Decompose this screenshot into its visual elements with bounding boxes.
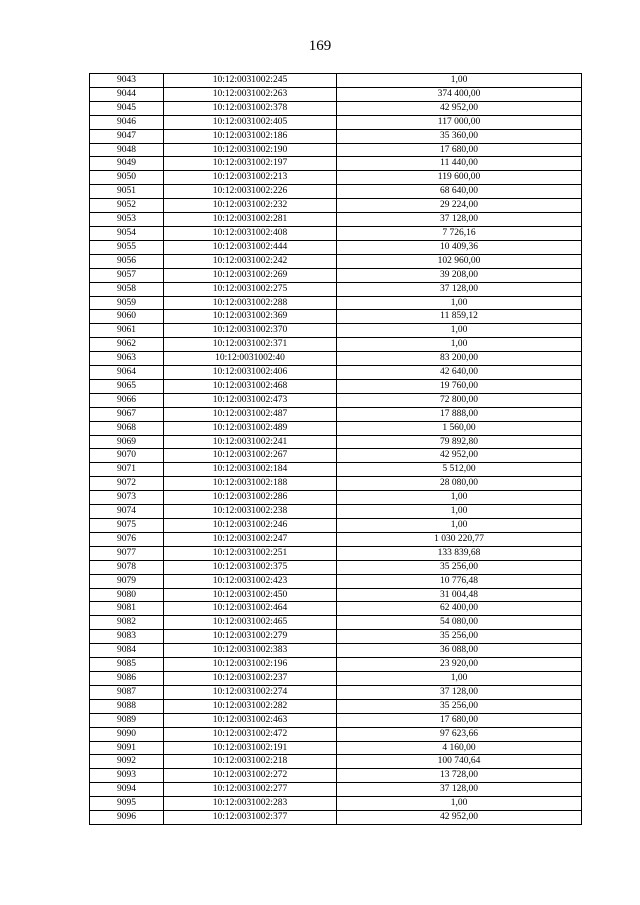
row-number-cell: 9075 — [90, 519, 164, 533]
value-cell: 1,00 — [337, 505, 582, 519]
value-cell: 119 600,00 — [337, 171, 582, 185]
row-number-cell: 9070 — [90, 449, 164, 463]
value-cell: 97 623,66 — [337, 727, 582, 741]
table-row — [90, 671, 582, 685]
table-row — [90, 797, 582, 811]
value-cell: 54 080,00 — [337, 616, 582, 630]
row-number-cell: 9046 — [90, 115, 164, 129]
table-row — [90, 407, 582, 421]
value-cell: 37 128,00 — [337, 282, 582, 296]
table-row — [90, 560, 582, 574]
table-row — [90, 324, 582, 338]
row-number-cell: 9083 — [90, 630, 164, 644]
cadastral-value-table — [89, 73, 582, 825]
row-number-cell: 9080 — [90, 588, 164, 602]
cadastral-number-cell: 10:12:0031002:489 — [164, 421, 337, 435]
page-number: 169 — [308, 38, 332, 54]
value-cell: 19 760,00 — [337, 379, 582, 393]
value-cell: 1,00 — [337, 296, 582, 310]
cadastral-number-cell: 10:12:0031002:213 — [164, 171, 337, 185]
cadastral-number-cell: 10:12:0031002:282 — [164, 699, 337, 713]
table-row — [90, 282, 582, 296]
table-row — [90, 115, 582, 129]
value-cell: 10 776,48 — [337, 574, 582, 588]
row-number-cell: 9055 — [90, 240, 164, 254]
table-row — [90, 505, 582, 519]
value-cell: 374 400,00 — [337, 87, 582, 101]
table-row — [90, 240, 582, 254]
value-cell: 42 952,00 — [337, 811, 582, 825]
cadastral-number-cell: 10:12:0031002:186 — [164, 129, 337, 143]
table-row — [90, 630, 582, 644]
row-number-cell: 9059 — [90, 296, 164, 310]
cadastral-number-cell: 10:12:0031002:191 — [164, 741, 337, 755]
row-number-cell: 9094 — [90, 783, 164, 797]
table-row — [90, 101, 582, 115]
row-number-cell: 9076 — [90, 532, 164, 546]
value-cell: 117 000,00 — [337, 115, 582, 129]
table-row — [90, 811, 582, 825]
cadastral-number-cell: 10:12:0031002:281 — [164, 213, 337, 227]
value-cell: 1 560,00 — [337, 421, 582, 435]
row-number-cell: 9065 — [90, 379, 164, 393]
value-cell: 1,00 — [337, 338, 582, 352]
cadastral-number-cell: 10:12:0031002:237 — [164, 671, 337, 685]
value-cell: 39 208,00 — [337, 268, 582, 282]
value-cell: 17 680,00 — [337, 713, 582, 727]
row-number-cell: 9060 — [90, 310, 164, 324]
value-cell: 102 960,00 — [337, 254, 582, 268]
table-row — [90, 602, 582, 616]
cadastral-number-cell: 10:12:0031002:40 — [164, 352, 337, 366]
value-cell: 83 200,00 — [337, 352, 582, 366]
cadastral-number-cell: 10:12:0031002:487 — [164, 407, 337, 421]
row-number-cell: 9089 — [90, 713, 164, 727]
cadastral-number-cell: 10:12:0031002:226 — [164, 185, 337, 199]
table-row — [90, 352, 582, 366]
row-number-cell: 9081 — [90, 602, 164, 616]
value-cell: 42 952,00 — [337, 449, 582, 463]
cadastral-number-cell: 10:12:0031002:444 — [164, 240, 337, 254]
cadastral-number-cell: 10:12:0031002:274 — [164, 685, 337, 699]
row-number-cell: 9095 — [90, 797, 164, 811]
cadastral-number-cell: 10:12:0031002:406 — [164, 366, 337, 380]
cadastral-number-cell: 10:12:0031002:375 — [164, 560, 337, 574]
table-row — [90, 379, 582, 393]
table-row — [90, 755, 582, 769]
value-cell: 42 640,00 — [337, 366, 582, 380]
cadastral-number-cell: 10:12:0031002:267 — [164, 449, 337, 463]
table-row — [90, 366, 582, 380]
cadastral-number-cell: 10:12:0031002:272 — [164, 769, 337, 783]
row-number-cell: 9088 — [90, 699, 164, 713]
cadastral-number-cell: 10:12:0031002:275 — [164, 282, 337, 296]
table-row — [90, 741, 582, 755]
cadastral-number-cell: 10:12:0031002:251 — [164, 546, 337, 560]
value-cell: 72 800,00 — [337, 393, 582, 407]
value-cell: 1,00 — [337, 797, 582, 811]
value-cell: 1,00 — [337, 519, 582, 533]
row-number-cell: 9085 — [90, 658, 164, 672]
row-number-cell: 9053 — [90, 213, 164, 227]
row-number-cell: 9063 — [90, 352, 164, 366]
cadastral-number-cell: 10:12:0031002:465 — [164, 616, 337, 630]
value-cell: 17 680,00 — [337, 143, 582, 157]
table-row — [90, 449, 582, 463]
row-number-cell: 9091 — [90, 741, 164, 755]
table-row — [90, 658, 582, 672]
value-cell: 42 952,00 — [337, 101, 582, 115]
cadastral-number-cell: 10:12:0031002:190 — [164, 143, 337, 157]
value-cell: 7 726,16 — [337, 226, 582, 240]
row-number-cell: 9061 — [90, 324, 164, 338]
table-row — [90, 421, 582, 435]
value-cell: 23 920,00 — [337, 658, 582, 672]
row-number-cell: 9048 — [90, 143, 164, 157]
table-row — [90, 727, 582, 741]
row-number-cell: 9087 — [90, 685, 164, 699]
table-row — [90, 491, 582, 505]
row-number-cell: 9050 — [90, 171, 164, 185]
value-cell: 28 080,00 — [337, 477, 582, 491]
cadastral-number-cell: 10:12:0031002:423 — [164, 574, 337, 588]
row-number-cell: 9043 — [90, 74, 164, 88]
row-number-cell: 9067 — [90, 407, 164, 421]
table-row — [90, 574, 582, 588]
value-cell: 133 839,68 — [337, 546, 582, 560]
row-number-cell: 9090 — [90, 727, 164, 741]
table-row — [90, 157, 582, 171]
cadastral-number-cell: 10:12:0031002:408 — [164, 226, 337, 240]
table-row — [90, 143, 582, 157]
value-cell: 1,00 — [337, 74, 582, 88]
row-number-cell: 9044 — [90, 87, 164, 101]
row-number-cell: 9073 — [90, 491, 164, 505]
cadastral-number-cell: 10:12:0031002:468 — [164, 379, 337, 393]
value-cell: 100 740,64 — [337, 755, 582, 769]
value-cell: 17 888,00 — [337, 407, 582, 421]
cadastral-number-cell: 10:12:0031002:269 — [164, 268, 337, 282]
cadastral-number-cell: 10:12:0031002:232 — [164, 199, 337, 213]
value-cell: 10 409,36 — [337, 240, 582, 254]
cadastral-number-cell: 10:12:0031002:245 — [164, 74, 337, 88]
cadastral-number-cell: 10:12:0031002:472 — [164, 727, 337, 741]
table-row — [90, 338, 582, 352]
value-cell: 37 128,00 — [337, 213, 582, 227]
row-number-cell: 9062 — [90, 338, 164, 352]
cadastral-number-cell: 10:12:0031002:450 — [164, 588, 337, 602]
row-number-cell: 9045 — [90, 101, 164, 115]
row-number-cell: 9074 — [90, 505, 164, 519]
value-cell: 79 892,80 — [337, 435, 582, 449]
table-body — [90, 74, 582, 825]
cadastral-number-cell: 10:12:0031002:383 — [164, 644, 337, 658]
cadastral-number-cell: 10:12:0031002:238 — [164, 505, 337, 519]
cadastral-number-cell: 10:12:0031002:463 — [164, 713, 337, 727]
table-row — [90, 185, 582, 199]
table-row — [90, 783, 582, 797]
cadastral-number-cell: 10:12:0031002:263 — [164, 87, 337, 101]
table-row — [90, 199, 582, 213]
table-row — [90, 310, 582, 324]
value-cell: 4 160,00 — [337, 741, 582, 755]
table-row — [90, 129, 582, 143]
table-row — [90, 463, 582, 477]
table-row — [90, 546, 582, 560]
row-number-cell: 9079 — [90, 574, 164, 588]
cadastral-number-cell: 10:12:0031002:473 — [164, 393, 337, 407]
cadastral-number-cell: 10:12:0031002:197 — [164, 157, 337, 171]
value-cell: 11 440,00 — [337, 157, 582, 171]
value-cell: 5 512,00 — [337, 463, 582, 477]
table-row — [90, 87, 582, 101]
row-number-cell: 9049 — [90, 157, 164, 171]
table-row — [90, 588, 582, 602]
value-cell: 37 128,00 — [337, 783, 582, 797]
table-row — [90, 477, 582, 491]
cadastral-number-cell: 10:12:0031002:370 — [164, 324, 337, 338]
value-cell: 1,00 — [337, 671, 582, 685]
row-number-cell: 9066 — [90, 393, 164, 407]
cadastral-number-cell: 10:12:0031002:283 — [164, 797, 337, 811]
table-row — [90, 393, 582, 407]
value-cell: 1 030 220,77 — [337, 532, 582, 546]
cadastral-number-cell: 10:12:0031002:371 — [164, 338, 337, 352]
cadastral-number-cell: 10:12:0031002:188 — [164, 477, 337, 491]
row-number-cell: 9057 — [90, 268, 164, 282]
table-row — [90, 254, 582, 268]
value-cell: 35 360,00 — [337, 129, 582, 143]
row-number-cell: 9052 — [90, 199, 164, 213]
value-cell: 62 400,00 — [337, 602, 582, 616]
row-number-cell: 9069 — [90, 435, 164, 449]
table-row — [90, 296, 582, 310]
table-row — [90, 685, 582, 699]
cadastral-number-cell: 10:12:0031002:246 — [164, 519, 337, 533]
cadastral-number-cell: 10:12:0031002:405 — [164, 115, 337, 129]
row-number-cell: 9071 — [90, 463, 164, 477]
row-number-cell: 9051 — [90, 185, 164, 199]
value-cell: 1,00 — [337, 324, 582, 338]
table-row — [90, 74, 582, 88]
value-cell: 35 256,00 — [337, 560, 582, 574]
table-row — [90, 532, 582, 546]
table-row — [90, 226, 582, 240]
row-number-cell: 9096 — [90, 811, 164, 825]
row-number-cell: 9068 — [90, 421, 164, 435]
cadastral-number-cell: 10:12:0031002:277 — [164, 783, 337, 797]
table-row — [90, 616, 582, 630]
cadastral-number-cell: 10:12:0031002:378 — [164, 101, 337, 115]
table-row — [90, 171, 582, 185]
row-number-cell: 9077 — [90, 546, 164, 560]
value-cell: 35 256,00 — [337, 699, 582, 713]
row-number-cell: 9056 — [90, 254, 164, 268]
row-number-cell: 9082 — [90, 616, 164, 630]
row-number-cell: 9058 — [90, 282, 164, 296]
table-row — [90, 699, 582, 713]
value-cell: 1,00 — [337, 491, 582, 505]
value-cell: 37 128,00 — [337, 685, 582, 699]
table-row — [90, 713, 582, 727]
cadastral-number-cell: 10:12:0031002:377 — [164, 811, 337, 825]
cadastral-number-cell: 10:12:0031002:242 — [164, 254, 337, 268]
cadastral-number-cell: 10:12:0031002:464 — [164, 602, 337, 616]
table-row — [90, 435, 582, 449]
value-cell: 68 640,00 — [337, 185, 582, 199]
row-number-cell: 9054 — [90, 226, 164, 240]
value-cell: 35 256,00 — [337, 630, 582, 644]
row-number-cell: 9093 — [90, 769, 164, 783]
row-number-cell: 9072 — [90, 477, 164, 491]
value-cell: 13 728,00 — [337, 769, 582, 783]
cadastral-number-cell: 10:12:0031002:279 — [164, 630, 337, 644]
cadastral-number-cell: 10:12:0031002:196 — [164, 658, 337, 672]
row-number-cell: 9064 — [90, 366, 164, 380]
cadastral-number-cell: 10:12:0031002:288 — [164, 296, 337, 310]
cadastral-number-cell: 10:12:0031002:241 — [164, 435, 337, 449]
table-row — [90, 213, 582, 227]
table-row — [90, 644, 582, 658]
table-row — [90, 519, 582, 533]
cadastral-number-cell: 10:12:0031002:247 — [164, 532, 337, 546]
row-number-cell: 9047 — [90, 129, 164, 143]
cadastral-number-cell: 10:12:0031002:218 — [164, 755, 337, 769]
row-number-cell: 9086 — [90, 671, 164, 685]
value-cell: 36 088,00 — [337, 644, 582, 658]
table-row — [90, 268, 582, 282]
value-cell: 31 004,48 — [337, 588, 582, 602]
value-cell: 11 859,12 — [337, 310, 582, 324]
row-number-cell: 9092 — [90, 755, 164, 769]
row-number-cell: 9084 — [90, 644, 164, 658]
cadastral-number-cell: 10:12:0031002:184 — [164, 463, 337, 477]
value-cell: 29 224,00 — [337, 199, 582, 213]
cadastral-number-cell: 10:12:0031002:369 — [164, 310, 337, 324]
table-row — [90, 769, 582, 783]
cadastral-number-cell: 10:12:0031002:286 — [164, 491, 337, 505]
row-number-cell: 9078 — [90, 560, 164, 574]
